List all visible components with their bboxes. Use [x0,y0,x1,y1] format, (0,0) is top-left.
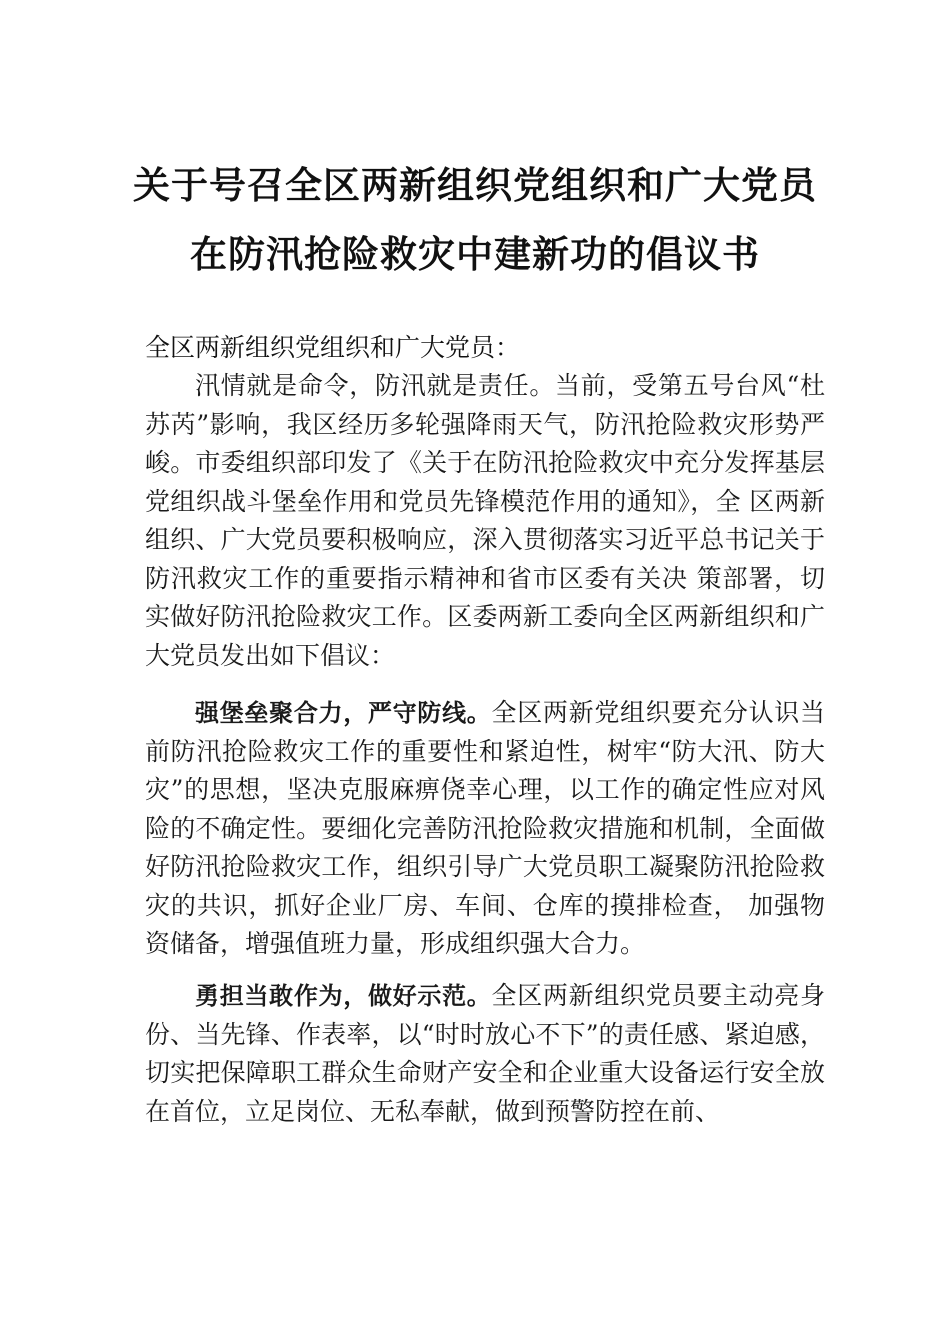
document-title-line-2: 在防汛抢险救灾中建新功的倡议书 [190,232,760,276]
paragraph-2 [145,694,825,964]
paragraph-3 [145,977,825,1131]
paragraph-1 [145,367,825,675]
paragraph-1-text: 汛情就是命令，防汛就是责任。当前，受第五号台风“杜苏芮”影响，我区经历多轮强降雨天气，防汛抢险救灾形势严峻。市委组织部印发了《关于在防汛抢险救灾中充分发挥基层党组织战斗堡垒作用和党员先锋模范作用的通知》，全 区两新组织、广大党员要积极响应，深入贯彻落实习近平总书记关于防汛救灾工作的重要指示精神和省市区委有关决 策部署，切实做好防汛抢险救灾工作。区委两新工委向全区两新组织和广大党员发出如下倡议： [145,371,825,670]
document-title-line-1: 关于号召全区两新组织党组织和广大党员 [133,163,817,207]
paragraph-3-heading: 勇担当敢作为，做好示范。 [195,982,492,1010]
paragraph-3-text: 全区两新组织党员要主动亮身份、当先锋、作表率，以“时时放心不下”的责任感、紧迫感，切实把保障职工群众生命财产安全和企业重大设备运行安全放在首位，立足岗位、无私奉献，做到预警防控在前、 [145,981,825,1126]
paragraph-2-text: 全区两新党组织要充分认识当前防汛抢险救灾工作的重要性和紧迫性，树牢“防大汛、防大灾”的思想，坚决克服麻痹侥幸心理，以工作的确定性应对风险的不确定性。要细化完善防汛抢险救灾措施和机制，全面做好防汛抢险救灾工作，组织引导广大党员职工凝聚防汛抢险救灾的共识，抓好企业厂房、车间、仓库的摸排检查， 加强物资储备，增强值班力量，形成组织强大合力。 [145,698,825,958]
salutation: 全区两新组织党组织和广大党员： [145,333,521,362]
paragraph-2-heading: 强堡垒聚合力，严守防线。 [195,699,492,727]
